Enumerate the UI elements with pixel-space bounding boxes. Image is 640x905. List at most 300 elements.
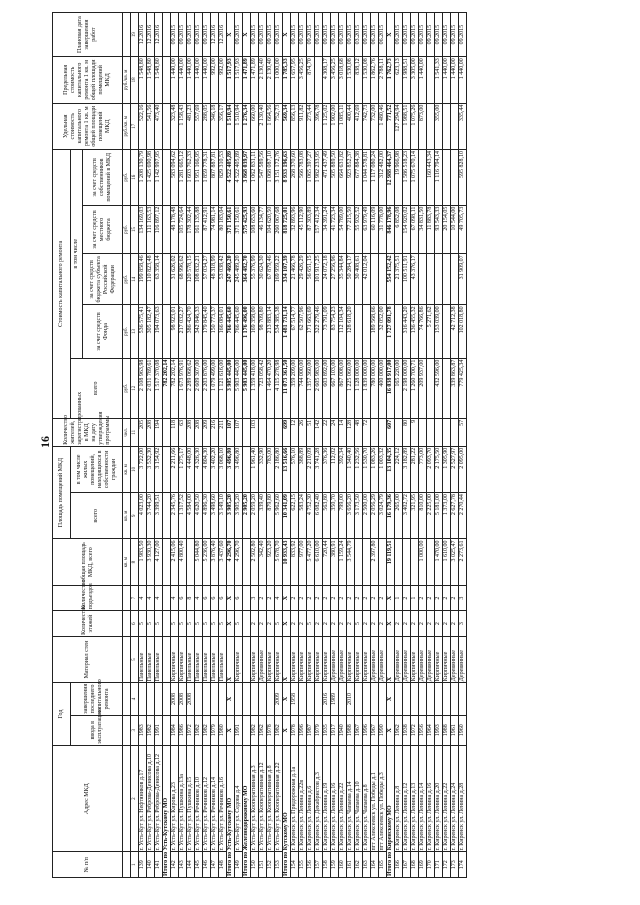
cell-ppl: 51 bbox=[307, 418, 315, 446]
cell-total: 923,20 bbox=[267, 539, 275, 585]
cell-fl: 5 bbox=[275, 611, 283, 637]
cell-own: 1 075 670,14 bbox=[411, 149, 419, 205]
cell-date: 09.2015 bbox=[363, 13, 371, 57]
cell-fund: 1 481 731,14 bbox=[283, 305, 291, 358]
cell-cpm: 1 988,51 bbox=[403, 103, 411, 149]
cell-fund bbox=[163, 305, 171, 358]
cell-loc: 54 789,00 bbox=[339, 205, 347, 254]
cell-fund: 98 923,01 bbox=[171, 305, 179, 358]
cell-fund: 322 279,46 bbox=[315, 305, 323, 358]
table-row bbox=[179, 13, 187, 878]
cell-own: 1 065 397,27 bbox=[307, 149, 315, 205]
column-index-cell: 14 bbox=[131, 254, 139, 305]
header-residents: Количество жителей, зарегистрированных в МКД на дату утверждения программы bbox=[53, 418, 123, 446]
cell-date: 12.2016 bbox=[155, 13, 163, 57]
cell-en: 4 bbox=[171, 585, 179, 611]
cell-en: X bbox=[227, 585, 235, 611]
cell-ppl: 216 bbox=[211, 418, 219, 446]
cell-res: 13 516,66 bbox=[283, 446, 291, 492]
header-area-group: Площадь помещений МКД bbox=[53, 446, 71, 539]
cell-loc: 260 067,68 bbox=[275, 205, 283, 254]
cell-fl: 2 bbox=[435, 611, 443, 637]
cell-en: X bbox=[387, 585, 395, 611]
cell-cpm: 1 902,00 bbox=[331, 103, 339, 149]
cell-wall: Кирпичные bbox=[171, 636, 179, 682]
cell-loc: 134 169,03 bbox=[139, 205, 147, 254]
cell-res: 1 083,26 bbox=[371, 446, 379, 492]
cell-built: 1964 bbox=[427, 715, 435, 745]
cell-fl: 2 bbox=[251, 611, 259, 637]
cell-fl: 5 bbox=[307, 611, 315, 637]
cell-res: 1 275,17 bbox=[179, 446, 187, 492]
cell-res: 576,10 bbox=[291, 446, 299, 492]
cell-fl: 5 bbox=[203, 611, 211, 637]
cell-fund: 32 052,00 bbox=[379, 305, 387, 358]
cell-built: 1980 bbox=[219, 715, 227, 745]
cell-fund: 150 773,37 bbox=[211, 305, 219, 358]
cell-total: 1 000,00 bbox=[419, 539, 427, 585]
cell-loc: 45 112,90 bbox=[299, 205, 307, 254]
cell-cost: 1 079 499,00 bbox=[211, 358, 219, 418]
cell-all: 583,24 bbox=[299, 493, 307, 539]
cell-reg: 50 284,17 bbox=[347, 254, 355, 305]
subtotal-row bbox=[243, 13, 251, 878]
cell-reg: 169 959,22 bbox=[275, 254, 283, 305]
cell-addr: г. Усть-Кут ул. Нефтяников д.17 bbox=[139, 745, 147, 852]
cell-n: 154 bbox=[291, 852, 299, 878]
cell-reg: 56 651,15 bbox=[307, 254, 315, 305]
cell-date: 03.2015 bbox=[355, 13, 363, 57]
cell-lim: 1 530,08 bbox=[363, 57, 371, 103]
cell-lim: 4 308,17 bbox=[323, 57, 331, 103]
cell-ppl: 142 bbox=[315, 418, 323, 446]
cell-lim: 623,13 bbox=[395, 57, 403, 103]
cell-res: 2 186,80 bbox=[275, 446, 283, 492]
cell-reg: 100 511,91 bbox=[403, 254, 411, 305]
cell-wall: Деревянные bbox=[427, 636, 435, 682]
cell-all: 3 905,20 bbox=[227, 493, 235, 539]
cell-cost: 432 596,00 bbox=[435, 358, 443, 418]
cell-cost: 5 903 445,00 bbox=[235, 358, 243, 418]
unit-cell: руб./кв. м bbox=[123, 57, 131, 103]
cell-loc: 178 302,44 bbox=[187, 205, 195, 254]
cell-cpm: 1 664,56 bbox=[267, 103, 275, 149]
cell-repair: X bbox=[387, 683, 395, 715]
cell-loc: 157 412,34 bbox=[315, 205, 323, 254]
cell-en: 4 bbox=[139, 585, 147, 611]
cell-cpm: 396,78 bbox=[315, 103, 323, 149]
cell-fl: 5 bbox=[219, 611, 227, 637]
cell-n: 140 bbox=[147, 852, 155, 878]
cell-repair bbox=[203, 683, 211, 715]
cell-n: 165 bbox=[379, 852, 387, 878]
cell-own: 3 868 039,97 bbox=[243, 149, 251, 205]
cell-ppl bbox=[443, 418, 451, 446]
cell-fund: 1 727 091,78 bbox=[387, 305, 395, 358]
cell-lim bbox=[427, 57, 435, 103]
cell-own: 1 425 690,98 bbox=[147, 149, 155, 205]
table-row bbox=[171, 13, 179, 878]
cell-wall: Деревянные bbox=[339, 636, 347, 682]
cell-fund: 166 084,01 bbox=[219, 305, 227, 358]
column-index-cell: 19 bbox=[131, 13, 139, 57]
cell-ppl: 607 bbox=[387, 418, 395, 446]
cell-date: 09.2015 bbox=[339, 13, 347, 57]
cell-en: 6 bbox=[179, 585, 187, 611]
cell-repair: 2010 bbox=[347, 683, 355, 715]
header-cost-all: всего bbox=[71, 358, 123, 418]
cell-built: 1972 bbox=[187, 715, 195, 745]
cell-own bbox=[163, 149, 171, 205]
cell-loc: 32 893,96 bbox=[291, 205, 299, 254]
cell-cpm: 335,44 bbox=[459, 103, 467, 149]
header-year-built: ввода в эксплуатацию bbox=[71, 715, 123, 745]
cell-own: 1 062 831,11 bbox=[251, 149, 259, 205]
cell-en: 1 bbox=[395, 585, 403, 611]
table-row bbox=[363, 13, 371, 878]
unit-cell: кв. м bbox=[123, 539, 131, 585]
cell-en: 2 bbox=[379, 585, 387, 611]
table-row bbox=[419, 13, 427, 878]
cell-lim: 1 541,33 bbox=[435, 57, 443, 103]
cell-all: 3 498,60 bbox=[211, 493, 219, 539]
cell-fl: 5 bbox=[211, 611, 219, 637]
cell-built: 1993 bbox=[435, 715, 443, 745]
cell-wall: Деревянные bbox=[331, 636, 339, 682]
cell-en bbox=[243, 585, 251, 611]
cell-lim: 1 988,51 bbox=[403, 57, 411, 103]
cell-loc: 55 932,52 bbox=[355, 205, 363, 254]
cell-date: 09.2015 bbox=[291, 13, 299, 57]
cell-built: 1979 bbox=[211, 715, 219, 745]
cell-own: 1 117 080,24 bbox=[371, 149, 379, 205]
cell-fl: X bbox=[387, 611, 395, 637]
cell-ppl: 9 bbox=[411, 418, 419, 446]
cell-all: 2 225,00 bbox=[427, 493, 435, 539]
cell-own: 807 887,81 bbox=[211, 149, 219, 205]
cell-cost: 1 464 470,20 bbox=[267, 358, 275, 418]
cell-loc: 46 134,77 bbox=[259, 205, 267, 254]
cell-n: 169 bbox=[419, 852, 427, 878]
cell-loc: 77 215,50 bbox=[347, 205, 355, 254]
cell-repair bbox=[195, 683, 203, 715]
cell-addr: г. Усть-Кут ул. Реброва-Денисова д.12 bbox=[155, 745, 163, 852]
cell-cpm: 911,82 bbox=[299, 103, 307, 149]
cell-addr: г. Киренск ул. Ленина д.12 bbox=[403, 745, 411, 852]
cell-own bbox=[443, 149, 451, 205]
cell-all: 622,15 bbox=[291, 493, 299, 539]
cell-built: 1982 bbox=[195, 715, 203, 745]
cell-loc: 93 543,33 bbox=[435, 205, 443, 254]
cell-total bbox=[395, 539, 403, 585]
cell-fund bbox=[395, 305, 403, 358]
cell-wall: Деревянные bbox=[459, 636, 467, 682]
cell-date: 12.2016 bbox=[147, 13, 155, 57]
cell-loc: 67 098,11 bbox=[411, 205, 419, 254]
cell-all: 3 399,51 bbox=[155, 493, 163, 539]
table-row bbox=[267, 13, 275, 878]
cell-addr: г. Киренск ул. Декабристов д.3 bbox=[315, 745, 323, 852]
cell-total: 5 477,20 bbox=[307, 539, 315, 585]
cell-n: 149 bbox=[235, 852, 243, 878]
cell-en: 4 bbox=[275, 585, 283, 611]
cell-res: 112,02 bbox=[331, 446, 339, 492]
cell-cost: 2 609 307,00 bbox=[195, 358, 203, 418]
cell-lim: 3 018,68 bbox=[339, 57, 347, 103]
cell-lim: 1 762,73 bbox=[387, 57, 395, 103]
cell-cpm: 1 085,11 bbox=[339, 103, 347, 149]
cell-wall: Кирпичные bbox=[443, 636, 451, 682]
cell-loc: 10 544,00 bbox=[451, 205, 459, 254]
cell-own: 4 522 405,89 bbox=[235, 149, 243, 205]
cell-total: 2 397,80 bbox=[371, 539, 379, 585]
cell-fl: 2 bbox=[315, 611, 323, 637]
cell-own: 8 933 196,63 bbox=[283, 149, 291, 205]
cell-en: 2 bbox=[323, 585, 331, 611]
cell-all: 1 317,52 bbox=[179, 493, 187, 539]
table-row bbox=[371, 13, 379, 878]
cell-lim: 1 440,00 bbox=[179, 57, 187, 103]
cell-repair bbox=[299, 683, 307, 715]
cell-fund bbox=[443, 305, 451, 358]
cell-addr: г. Киренск ул. Чапаева д.14 bbox=[347, 745, 355, 852]
cell-wall: Кирпичные bbox=[291, 636, 299, 682]
cell-reg: 63 358,14 bbox=[155, 254, 163, 305]
header-cost-subgroup: в том числе bbox=[71, 149, 83, 358]
cell-fl: 2 bbox=[379, 611, 387, 637]
cell-lim: 2 130,40 bbox=[267, 57, 275, 103]
cell-all: 339,40 bbox=[259, 493, 267, 539]
cell-n: 144 bbox=[187, 852, 195, 878]
cell-res: 3 068,10 bbox=[219, 446, 227, 492]
cell-repair: 2009 bbox=[275, 683, 283, 715]
cell-n: 167 bbox=[403, 852, 411, 878]
cell-reg: 199 858,46 bbox=[139, 254, 147, 305]
cell-date: 09.2015 bbox=[235, 13, 243, 57]
cell-n: 173 bbox=[451, 852, 459, 878]
header-wall-material: Материал стен bbox=[53, 636, 123, 682]
cell-total bbox=[187, 539, 195, 585]
cell-addr: пгт Алексеевск ул. Победы д.3 bbox=[379, 745, 387, 852]
cell-loc: 371 150,61 bbox=[235, 205, 243, 254]
header-area-all: всего bbox=[71, 493, 123, 539]
cell-lim: 1 440,00 bbox=[459, 57, 467, 103]
cell-res: 281,22 bbox=[411, 446, 419, 492]
cell-res bbox=[163, 446, 171, 492]
cell-total: 3 876,40 bbox=[211, 539, 219, 585]
cell-fund: 213 883,14 bbox=[267, 305, 275, 358]
subtotal-row bbox=[283, 13, 291, 878]
cell-cpm: 660,00 bbox=[251, 103, 259, 149]
cell-cost: 667 103,00 bbox=[331, 358, 339, 418]
cell-cpm: 356,17 bbox=[219, 103, 227, 149]
cell-reg bbox=[427, 254, 435, 305]
cell-en: 4 bbox=[195, 585, 203, 611]
cell-n: 166 bbox=[395, 852, 403, 878]
cell-fund: 5 271,62 bbox=[427, 305, 435, 358]
cell-loc: 20 154,05 bbox=[443, 205, 451, 254]
cell-reg: 30 408,61 bbox=[355, 254, 363, 305]
table-row bbox=[259, 13, 267, 878]
cell-reg: 35 344,84 bbox=[339, 254, 347, 305]
table-row bbox=[219, 13, 227, 878]
cell-wall: Панельные bbox=[211, 636, 219, 682]
cell-loc bbox=[163, 205, 171, 254]
subtotal-label: Итого по Киренскому МО bbox=[387, 745, 395, 877]
cell-res: 783,00 bbox=[267, 446, 275, 492]
cell-date bbox=[163, 13, 171, 57]
cell-loc: 575 425,93 bbox=[243, 205, 251, 254]
unit-cell bbox=[123, 636, 131, 682]
cell-own: 1 116 794,14 bbox=[435, 149, 443, 205]
subtotal-label: Итого по Усть-Кутскому МО bbox=[163, 745, 171, 877]
cell-repair: 1958 bbox=[291, 683, 299, 715]
cell-n: 174 bbox=[459, 852, 467, 878]
cell-cost: 11 073 361,50 bbox=[283, 358, 291, 418]
header-area-residential: в том числе жилых помещений, находящихся в собственности граждан bbox=[71, 446, 123, 492]
cell-en: 6 bbox=[203, 585, 211, 611]
cell-reg: 245 489,20 bbox=[235, 254, 243, 305]
cell-wall: Деревянные bbox=[419, 636, 427, 682]
cell-reg: 24 072,18 bbox=[323, 254, 331, 305]
cell-addr: г. Усть-Кут ул. Пушкина д.13а bbox=[179, 745, 187, 852]
cell-n: 143 bbox=[179, 852, 187, 878]
cell-repair bbox=[155, 683, 163, 715]
cell-lim: 1 440,00 bbox=[451, 57, 459, 103]
cell-cost: 2 108 963,98 bbox=[139, 358, 147, 418]
cell-cpm: 1 075,26 bbox=[411, 103, 419, 149]
cell-reg: 31 626,02 bbox=[171, 254, 179, 305]
header-year-group: Год bbox=[53, 683, 71, 746]
cell-addr: г. Киренск ул. Ленина д.20 bbox=[435, 745, 443, 852]
table-row bbox=[331, 13, 339, 878]
table-row bbox=[211, 13, 219, 878]
cell-reg bbox=[443, 254, 451, 305]
cell-cost: 867 008,00 bbox=[339, 358, 347, 418]
unit-cell bbox=[123, 852, 131, 878]
cell-en: 2 bbox=[291, 585, 299, 611]
cell-lim: 1 440,00 bbox=[419, 57, 427, 103]
cell-repair bbox=[147, 683, 155, 715]
unit-cell bbox=[123, 745, 131, 852]
cell-wall: X bbox=[227, 636, 235, 682]
cell-fl: 2 bbox=[443, 611, 451, 637]
cell-cost: 603 892,00 bbox=[323, 358, 331, 418]
cell-fl: 3 bbox=[459, 611, 467, 637]
cell-res: 392,34 bbox=[339, 446, 347, 492]
cell-addr: г. Усть-Кут ул. Речников д.12 bbox=[203, 745, 211, 852]
cell-en: 2 bbox=[307, 585, 315, 611]
cell-ppl: 24 bbox=[331, 418, 339, 446]
cell-fund: 766 445,60 bbox=[227, 305, 235, 358]
column-index-cell: 6 bbox=[131, 611, 139, 637]
cell-total: 4 800,40 bbox=[179, 539, 187, 585]
table-row bbox=[443, 13, 451, 878]
cell-total: 4 296,70 bbox=[235, 539, 243, 585]
cell-fl: 5 bbox=[355, 611, 363, 637]
cell-cost: 2 203 876,00 bbox=[203, 358, 211, 418]
unit-cell: кв. м bbox=[123, 493, 131, 539]
cell-fund: 534 385,38 bbox=[275, 305, 283, 358]
cell-date: 09.2015 bbox=[203, 13, 211, 57]
cell-wall: Деревянные bbox=[371, 636, 379, 682]
table-row bbox=[147, 13, 155, 878]
cell-reg: 43 376,17 bbox=[411, 254, 419, 305]
cell-wall: Кирпичные bbox=[363, 636, 371, 682]
cell-repair bbox=[371, 683, 379, 715]
column-index-cell: 17 bbox=[131, 103, 139, 149]
table-row bbox=[299, 13, 307, 878]
table-row bbox=[427, 13, 435, 878]
cell-fl: 2 bbox=[331, 611, 339, 637]
cell-res: 1 003,32 bbox=[379, 446, 387, 492]
cell-ppl: 107 bbox=[235, 418, 243, 446]
cell-wall: Кирпичные bbox=[299, 636, 307, 682]
cell-wall: Панельные bbox=[155, 636, 163, 682]
cell-built: 1982 bbox=[275, 715, 283, 745]
table-row bbox=[315, 13, 323, 878]
cell-fl: 2 bbox=[371, 611, 379, 637]
cell-total: 2 273,61 bbox=[459, 539, 467, 585]
cell-cost: 209 937,00 bbox=[419, 358, 427, 418]
unit-cell: руб. bbox=[123, 254, 131, 305]
unit-cell bbox=[123, 13, 131, 57]
column-index-cell: 13 bbox=[131, 305, 139, 358]
cell-total bbox=[427, 539, 435, 585]
cell-date: 09.2015 bbox=[275, 13, 283, 57]
cell-cost: 744 000,00 bbox=[299, 358, 307, 418]
cell-loc: 34 831,50 bbox=[419, 205, 427, 254]
cell-cpm: 541,56 bbox=[147, 103, 155, 149]
cell-built: 1967 bbox=[371, 715, 379, 745]
cell-own: 268 370,60 bbox=[291, 149, 299, 205]
cell-res: 1 305,90 bbox=[443, 446, 451, 492]
cell-ppl bbox=[395, 418, 403, 446]
cell-fl: 5 bbox=[235, 611, 243, 637]
cell-res: 773,00 bbox=[419, 446, 427, 492]
cell-date: 09.2015 bbox=[347, 13, 355, 57]
cell-total bbox=[403, 539, 411, 585]
cell-all: 4 584,00 bbox=[187, 493, 195, 539]
cell-ppl: 128 bbox=[347, 418, 355, 446]
cell-own: 4 522 405,89 bbox=[227, 149, 235, 205]
unit-cell: руб. bbox=[123, 305, 131, 358]
cell-lim: 1 548,80 bbox=[147, 57, 155, 103]
header-address: Адрес МКД bbox=[53, 745, 123, 852]
cell-fund: 102 018,80 bbox=[459, 305, 467, 358]
cell-all: 4 023,00 bbox=[139, 493, 147, 539]
cell-loc: 87 412,91 bbox=[203, 205, 211, 254]
cell-ppl bbox=[371, 418, 379, 446]
cell-res: 376,36 bbox=[323, 446, 331, 492]
cell-res: 2 175,50 bbox=[435, 446, 443, 492]
cell-total: 2 415,06 bbox=[171, 539, 179, 585]
cell-wall bbox=[243, 636, 251, 682]
page-number: 16 bbox=[38, 436, 52, 448]
header-entrances: Количество подъездов bbox=[53, 585, 123, 611]
column-index-cell: 1 bbox=[131, 852, 139, 878]
unit-cell: чел. bbox=[123, 418, 131, 446]
cell-en: 2 bbox=[267, 585, 275, 611]
cell-own bbox=[451, 149, 459, 205]
cell-built: 1960 bbox=[459, 715, 467, 745]
column-index-cell: 7 bbox=[131, 585, 139, 611]
cell-own: 1 586 518,23 bbox=[403, 149, 411, 205]
cell-wall: Деревянные bbox=[395, 636, 403, 682]
cell-res: 2 527,97 bbox=[451, 446, 459, 492]
cell-en: 2 bbox=[355, 585, 363, 611]
cell-addr: г. Киренск ул. Чапаева д.10 bbox=[355, 745, 363, 852]
